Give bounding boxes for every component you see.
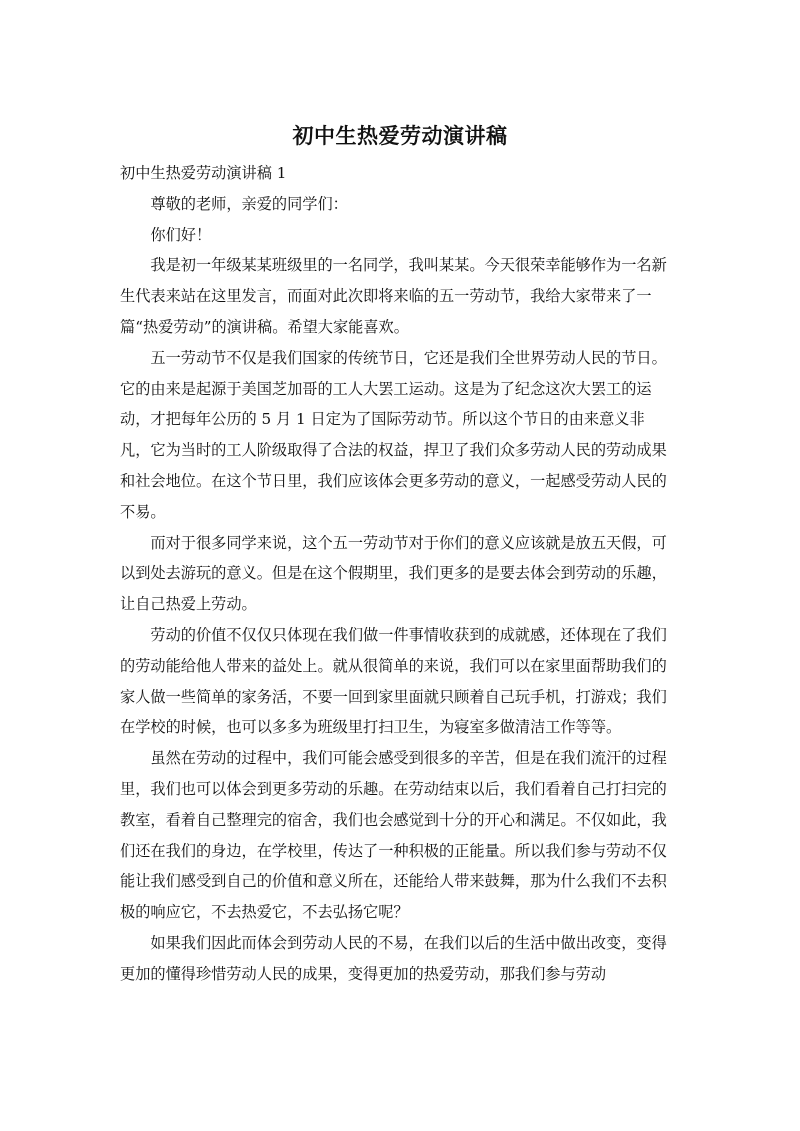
paragraph-holiday-meaning: 而对于很多同学来说，这个五一劳动节对于你们的意义应该就是放五天假，可以到处去游玩的意义。但是在这个假期里，我们更多的是要去体会到劳动的乐趣，让自己热爱上劳动。	[120, 533, 667, 614]
paragraph-labor-joy: 虽然在劳动的过程中，我们可能会感受到很多的辛苦，但是在我们流汗的过程里，我们也可以体会到更多劳动的乐趣。在劳动结束以后，我们看着自己打扫完的教室，看着自己整理完的宿舍，我们也会感觉到十分的开心和满足。不仅如此，我们还在我们的身边，在学校里，传达了一种积极的正能量。所以我们参与劳动不仅能让我们感受到自己的价值和意义所在，还能给人带来鼓舞，那为什么我们不去积极的响应它，不去热爱它，不去弘扬它呢？	[120, 749, 667, 922]
paragraph-salutation: 尊敬的老师，亲爱的同学们：	[150, 194, 348, 213]
paragraph-conclusion: 如果我们因此而体会到劳动人民的不易，在我们以后的生活中做出改变，变得更加的懂得珍惜劳动人民的成果，变得更加的热爱劳动，那我们参与劳动	[120, 933, 667, 983]
document-body	[120, 158, 673, 990]
paragraph-greeting: 你们好！	[150, 225, 212, 244]
paragraph-holiday-origin: 五一劳动节不仅是我们国家的传统节日，它还是我们全世界劳动人民的节日。它的由来是起源于美国芝加哥的工人大罢工运动。这是为了纪念这次大罢工的运动，才把每年公历的 5 月 1 日定为了国际劳动节。所以这个节日的由来意义非凡，它为当时的工人阶级取得了合法的权益，捍卫了我们众多劳动人民的劳动成果和社会地位。在这个节日里，我们应该体会更多劳动的意义，一起感受劳动人民的不易。	[120, 348, 667, 521]
paragraph-introduction: 我是初一年级某某班级里的一名同学，我叫某某。今天很荣幸能够作为一名新生代表来站在这里发言，而面对此次即将来临的五一劳动节，我给大家带来了一篇“热爱劳动”的演讲稿。希望大家能喜欢。	[120, 256, 667, 336]
section-heading: 初中生热爱劳动演讲稿 1	[120, 164, 287, 182]
paragraph-labor-value: 劳动的价值不仅仅只体现在我们做一件事情收获到的成就感，还体现在了我们的劳动能给他人带来的益处上。就从很简单的来说，我们可以在家里面帮助我们的家人做一些简单的家务活，不要一回到家里面就只顾着自己玩手机，打游戏；我们在学校的时候，也可以多多为班级里打扫卫生，为寝室多做清洁工作等等。	[120, 625, 667, 737]
document-title: 初中生热爱劳动演讲稿	[292, 124, 508, 148]
